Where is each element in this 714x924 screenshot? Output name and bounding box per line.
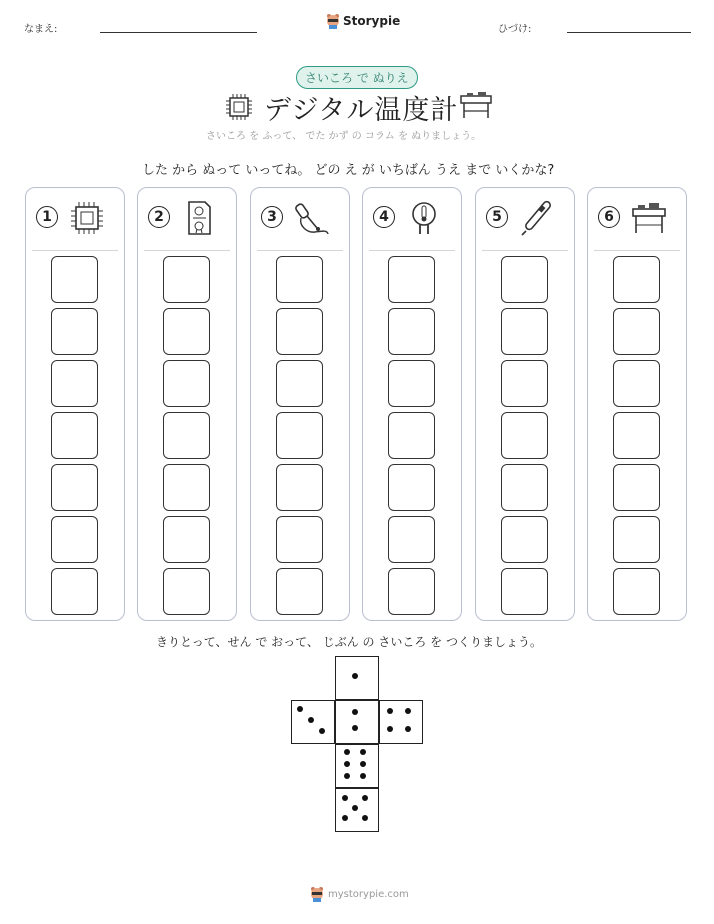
color-cell[interactable] (163, 360, 210, 407)
brand-logo (326, 13, 400, 29)
color-cell[interactable] (276, 256, 323, 303)
topic-badge: さいころ で ぬりえ (296, 66, 418, 89)
die-pip (352, 673, 358, 679)
column-6 (587, 187, 687, 621)
color-cell[interactable] (51, 256, 98, 303)
column-3 (250, 187, 350, 621)
column-divider (144, 250, 230, 251)
color-cell[interactable] (163, 516, 210, 563)
color-cell[interactable] (163, 256, 210, 303)
color-cell[interactable] (388, 256, 435, 303)
subtitle: さいころ を ふって、 でた かず の コラム を ぬりましょう。 (206, 131, 482, 142)
brand-name: Storypie (343, 14, 401, 28)
microchip-icon (68, 200, 106, 236)
column-number: 1 (36, 206, 58, 228)
color-cell[interactable] (388, 360, 435, 407)
color-cell[interactable] (613, 412, 660, 459)
digital-thermometer-icon (518, 200, 556, 236)
color-cell[interactable] (388, 464, 435, 511)
column-divider (369, 250, 455, 251)
die-pip (344, 749, 350, 755)
color-cell[interactable] (613, 360, 660, 407)
color-cell[interactable] (613, 464, 660, 511)
footer (310, 886, 409, 902)
die-face-6 (335, 744, 379, 788)
thermostat-plug-icon (405, 200, 443, 236)
die-pip (362, 815, 368, 821)
name-field-line[interactable] (100, 32, 257, 33)
die-pip (344, 773, 350, 779)
die-pip (362, 795, 368, 801)
column-divider (257, 250, 343, 251)
column-number: 4 (373, 206, 395, 228)
storypie-mascot-icon (310, 886, 324, 902)
die-face-5 (335, 788, 379, 832)
die-pip (360, 773, 366, 779)
column-4 (362, 187, 462, 621)
color-cell[interactable] (388, 412, 435, 459)
color-cell[interactable] (51, 308, 98, 355)
die-face-1 (335, 656, 379, 700)
color-cell[interactable] (276, 308, 323, 355)
cut-instruction: きりとって、せん で おって、 じぶん の さいころ を つくりましょう。 (156, 635, 542, 649)
color-cell[interactable] (501, 412, 548, 459)
column-divider (482, 250, 568, 251)
color-cell[interactable] (51, 516, 98, 563)
column-number: 2 (148, 206, 170, 228)
color-cell[interactable] (51, 412, 98, 459)
die-pip (405, 708, 411, 714)
column-header (26, 188, 124, 250)
color-cell[interactable] (388, 516, 435, 563)
microchip-icon (224, 92, 254, 122)
page-title: デジタル温度計 (264, 95, 459, 126)
color-cell[interactable] (501, 308, 548, 355)
column-number: 6 (598, 206, 620, 228)
die-pip (360, 749, 366, 755)
footer-url: mystorypie.com (328, 888, 409, 900)
die-pip (297, 706, 303, 712)
die-pip (342, 815, 348, 821)
color-cell[interactable] (276, 360, 323, 407)
die-pip (360, 761, 366, 767)
soldering-iron-icon (293, 200, 331, 236)
column-5 (475, 187, 575, 621)
color-cell[interactable] (276, 464, 323, 511)
color-cell[interactable] (501, 464, 548, 511)
column-header (476, 188, 574, 250)
coloring-instruction: した から ぬって いってね。 どの え が いちばん うえ まで いくかな? (142, 163, 555, 178)
color-cell[interactable] (388, 308, 435, 355)
column-1 (25, 187, 125, 621)
die-pip (344, 761, 350, 767)
color-cell[interactable] (276, 412, 323, 459)
column-divider (594, 250, 680, 251)
color-cell[interactable] (613, 256, 660, 303)
column-header (363, 188, 461, 250)
color-cell[interactable] (501, 256, 548, 303)
color-cell[interactable] (501, 516, 548, 563)
color-cell[interactable] (51, 568, 98, 615)
color-cell[interactable] (388, 568, 435, 615)
workbench-icon (630, 200, 668, 236)
die-pip (319, 728, 325, 734)
date-field-line[interactable] (567, 32, 691, 33)
color-cell[interactable] (51, 464, 98, 511)
color-cell[interactable] (276, 568, 323, 615)
color-cell[interactable] (501, 568, 548, 615)
storypie-mascot-icon (326, 13, 340, 29)
name-label: なまえ: (24, 24, 58, 35)
column-header (588, 188, 686, 250)
die-face-3 (291, 700, 335, 744)
color-cell[interactable] (501, 360, 548, 407)
die-pip (405, 726, 411, 732)
date-label: ひづけ: (498, 24, 532, 35)
die-pip (342, 795, 348, 801)
die-pip (387, 726, 393, 732)
die-face-2 (335, 700, 379, 744)
die-pip (352, 805, 358, 811)
die-pip (308, 717, 314, 723)
column-header (138, 188, 236, 250)
color-cell[interactable] (51, 360, 98, 407)
column-2 (137, 187, 237, 621)
workbench-icon (458, 92, 494, 120)
column-divider (32, 250, 118, 251)
color-cell[interactable] (163, 412, 210, 459)
color-cell[interactable] (276, 516, 323, 563)
column-number: 5 (486, 206, 508, 228)
column-number: 3 (261, 206, 283, 228)
color-cell[interactable] (613, 568, 660, 615)
color-cell[interactable] (163, 464, 210, 511)
color-cell[interactable] (613, 308, 660, 355)
color-cell[interactable] (613, 516, 660, 563)
color-cell[interactable] (163, 568, 210, 615)
column-header (251, 188, 349, 250)
certificate-icon (180, 200, 218, 236)
die-pip (352, 709, 358, 715)
die-face-4 (379, 700, 423, 744)
die-pip (387, 708, 393, 714)
die-pip (352, 725, 358, 731)
color-cell[interactable] (163, 308, 210, 355)
